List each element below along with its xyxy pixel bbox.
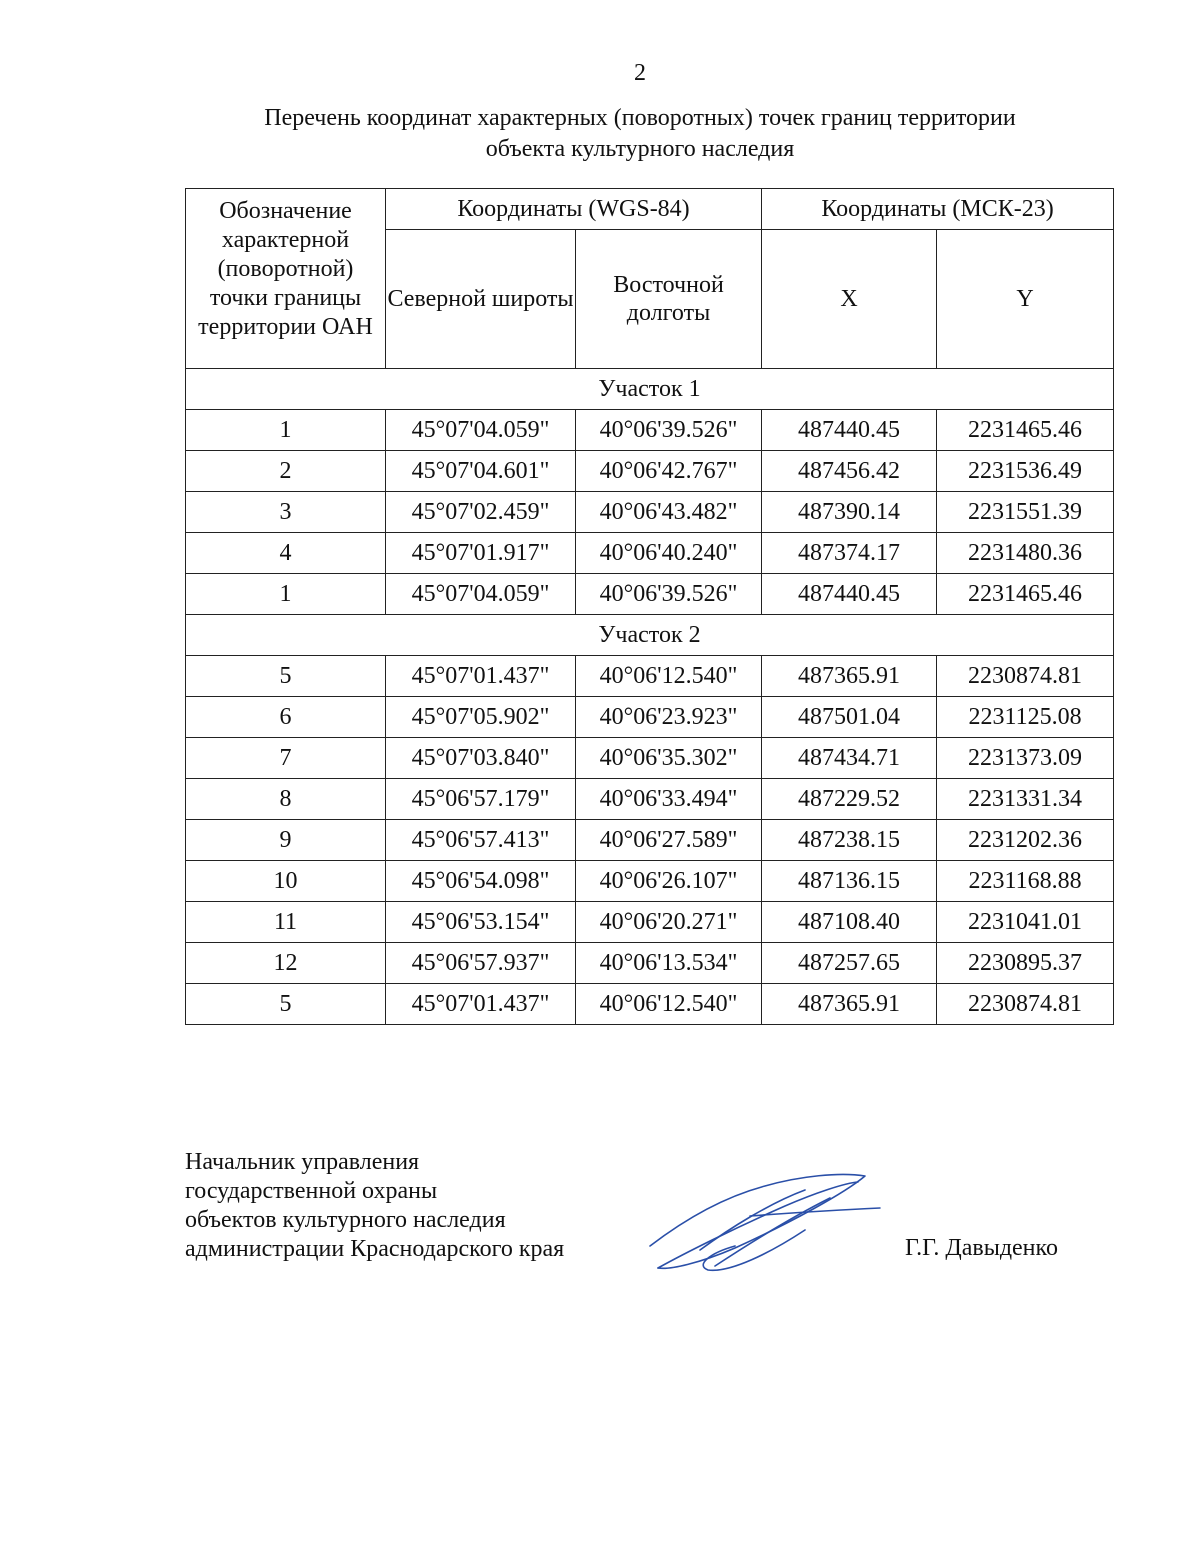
section-title: Участок 1 (186, 369, 1114, 410)
cell-lat: 45°07'01.917" (386, 533, 576, 574)
table-header (186, 189, 1114, 369)
cell-point: 3 (186, 492, 386, 533)
cell-x: 487434.71 (762, 738, 937, 779)
cell-point: 6 (186, 697, 386, 738)
cell-x: 487440.45 (762, 410, 937, 451)
signatory-position (185, 1148, 564, 1264)
cell-x: 487365.91 (762, 656, 937, 697)
document-title (200, 103, 1080, 165)
cell-x: 487229.52 (762, 779, 937, 820)
cell-x: 487456.42 (762, 451, 937, 492)
cell-y: 2230874.81 (937, 656, 1114, 697)
cell-point: 1 (186, 410, 386, 451)
cell-x: 487440.45 (762, 574, 937, 615)
position-line-4: администрации Краснодарского края (185, 1236, 565, 1262)
position-line-1: Начальник управления (185, 1149, 420, 1175)
cell-lon: 40°06'13.534" (576, 943, 762, 984)
cell-lon: 40°06'40.240" (576, 533, 762, 574)
header-msk23: Координаты (МСК-23) (762, 189, 1114, 230)
cell-y: 2230895.37 (937, 943, 1114, 984)
cell-lon: 40°06'27.589" (576, 820, 762, 861)
cell-y: 2231536.49 (937, 451, 1114, 492)
cell-lat: 45°06'53.154" (386, 902, 576, 943)
cell-x: 487390.14 (762, 492, 937, 533)
cell-lon: 40°06'39.526" (576, 574, 762, 615)
table-row (186, 697, 1114, 738)
header-x: X (762, 230, 937, 369)
title-line-2: объекта культурного наследия (485, 136, 795, 162)
table-row (186, 820, 1114, 861)
signer-name: Г.Г. Давыденко (905, 1235, 1058, 1261)
table-row (186, 656, 1114, 697)
cell-lat: 45°07'02.459" (386, 492, 576, 533)
table-row (186, 902, 1114, 943)
cell-y: 2231465.46 (937, 410, 1114, 451)
position-line-2: государственной охраны (185, 1178, 438, 1204)
handwritten-signature (640, 1168, 890, 1278)
cell-point: 1 (186, 574, 386, 615)
header-longitude: Восточной долготы (576, 230, 762, 369)
cell-lat: 45°06'57.413" (386, 820, 576, 861)
table-row (186, 779, 1114, 820)
cell-lon: 40°06'20.271" (576, 902, 762, 943)
cell-x: 487136.15 (762, 861, 937, 902)
cell-lat: 45°06'57.179" (386, 779, 576, 820)
table-row (186, 451, 1114, 492)
table-row (186, 984, 1114, 1025)
page-number: 2 (634, 60, 646, 86)
cell-lat: 45°06'57.937" (386, 943, 576, 984)
table-row (186, 533, 1114, 574)
cell-lat: 45°07'05.902" (386, 697, 576, 738)
cell-lon: 40°06'23.923" (576, 697, 762, 738)
cell-lon: 40°06'12.540" (576, 656, 762, 697)
cell-x: 487374.17 (762, 533, 937, 574)
cell-x: 487238.15 (762, 820, 937, 861)
title-line-1: Перечень координат характерных (поворотных) точек границ территории (264, 105, 1016, 131)
cell-point: 5 (186, 984, 386, 1025)
table-row (186, 943, 1114, 984)
cell-y: 2230874.81 (937, 984, 1114, 1025)
cell-y: 2231373.09 (937, 738, 1114, 779)
cell-lon: 40°06'43.482" (576, 492, 762, 533)
section-row (186, 615, 1114, 656)
cell-point: 10 (186, 861, 386, 902)
cell-lat: 45°06'54.098" (386, 861, 576, 902)
header-latitude: Северной широты (386, 230, 576, 369)
cell-point: 2 (186, 451, 386, 492)
cell-y: 2231465.46 (937, 574, 1114, 615)
cell-lat: 45°07'04.059" (386, 574, 576, 615)
table-row (186, 574, 1114, 615)
cell-lon: 40°06'12.540" (576, 984, 762, 1025)
table-row (186, 410, 1114, 451)
position-line-3: объектов культурного наследия (185, 1207, 506, 1233)
cell-y: 2231202.36 (937, 820, 1114, 861)
cell-lat: 45°07'01.437" (386, 984, 576, 1025)
cell-y: 2231480.36 (937, 533, 1114, 574)
cell-point: 12 (186, 943, 386, 984)
table-row (186, 738, 1114, 779)
header-wgs84: Координаты (WGS-84) (386, 189, 762, 230)
cell-lat: 45°07'04.601" (386, 451, 576, 492)
cell-point: 8 (186, 779, 386, 820)
cell-point: 9 (186, 820, 386, 861)
cell-point: 7 (186, 738, 386, 779)
cell-lon: 40°06'42.767" (576, 451, 762, 492)
cell-point: 5 (186, 656, 386, 697)
section-row (186, 369, 1114, 410)
table-row (186, 492, 1114, 533)
cell-lat: 45°07'04.059" (386, 410, 576, 451)
cell-x: 487501.04 (762, 697, 937, 738)
cell-y: 2231551.39 (937, 492, 1114, 533)
table-row (186, 861, 1114, 902)
cell-y: 2231125.08 (937, 697, 1114, 738)
cell-lon: 40°06'39.526" (576, 410, 762, 451)
coordinates-table (185, 188, 1114, 1025)
cell-lon: 40°06'26.107" (576, 861, 762, 902)
cell-lon: 40°06'35.302" (576, 738, 762, 779)
cell-lat: 45°07'01.437" (386, 656, 576, 697)
cell-x: 487365.91 (762, 984, 937, 1025)
cell-lat: 45°07'03.840" (386, 738, 576, 779)
cell-y: 2231168.88 (937, 861, 1114, 902)
cell-y: 2231041.01 (937, 902, 1114, 943)
cell-x: 487108.40 (762, 902, 937, 943)
header-point-designation: Обозначение характерной (поворотной) точки границы территории ОАН (186, 189, 386, 369)
cell-lon: 40°06'33.494" (576, 779, 762, 820)
cell-point: 4 (186, 533, 386, 574)
header-y: Y (937, 230, 1114, 369)
cell-x: 487257.65 (762, 943, 937, 984)
section-title: Участок 2 (186, 615, 1114, 656)
table-body (186, 369, 1114, 1025)
cell-y: 2231331.34 (937, 779, 1114, 820)
cell-point: 11 (186, 902, 386, 943)
